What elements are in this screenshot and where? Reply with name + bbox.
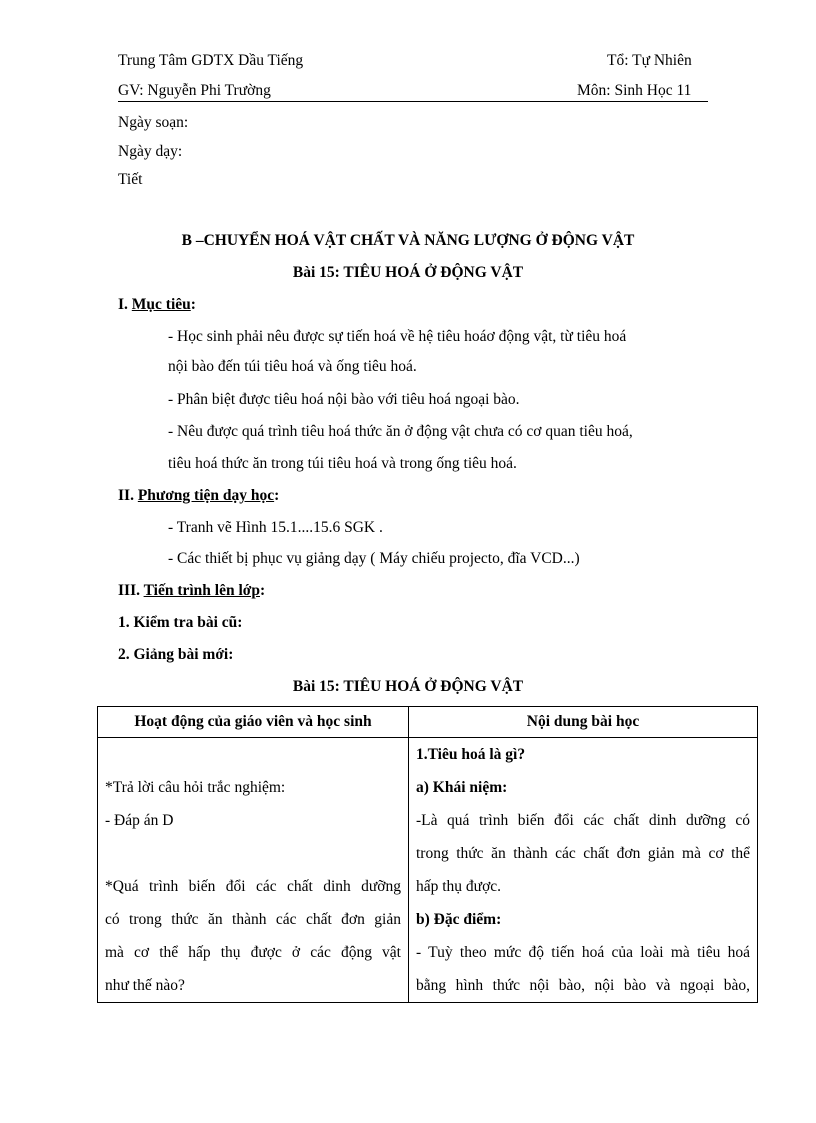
cell-line: - Tuỳ theo mức độ tiến hoá của loài mà tiêu hoá [416, 944, 750, 961]
teacher-activities-cell [98, 738, 409, 1003]
cell-line: *Trả lời câu hỏi trắc nghiệm: [105, 779, 286, 796]
cell-line: như thế nào? [105, 977, 185, 994]
chapter-title: B –CHUYỂN HOÁ VẬT CHẤT VÀ NĂNG LƯỢNG Ở ĐỘNG VẬT [181, 232, 635, 249]
teacher-name: GV: Nguyễn Phi Trường [118, 82, 271, 99]
table-header-row [98, 707, 758, 738]
school-name: Trung Tâm GDTX Dầu Tiếng [118, 52, 304, 69]
cell-line: 1.Tiêu hoá là gì? [416, 746, 526, 763]
subject-name: Môn: Sinh Học 11 [577, 82, 692, 99]
objectives-colon: : [190, 296, 196, 313]
cell-line: -Là quá trình biến đổi các chất dinh dưỡng có [416, 812, 750, 829]
cell-line [105, 837, 401, 870]
header-rule [118, 101, 708, 102]
cell-line: *Quá trình biến đổi các chất dinh dưỡng [105, 878, 401, 895]
cell-line: bằng hình thức nội bào, nội bào và ngoại bào, [416, 977, 750, 994]
cell-line: có trong thức ăn thành các chất đơn giản [105, 911, 401, 928]
period-label: Tiết [118, 171, 143, 188]
objectives-heading [118, 296, 196, 314]
process-step-review: 1. Kiểm tra bài cũ: [118, 614, 243, 631]
objective-item: - Phân biệt được tiêu hoá nội bào với tiêu hoá ngoại bào. [168, 391, 520, 408]
objective-item: - Nêu được quá trình tiêu hoá thức ăn ở động vật chưa có cơ quan tiêu hoá, [168, 423, 633, 440]
lesson-table [97, 706, 758, 1003]
materials-title: Phương tiện dạy học [137, 487, 275, 504]
objective-item: tiêu hoá thức ăn trong túi tiêu hoá và trong ống tiêu hoá. [168, 455, 517, 472]
materials-heading [118, 487, 279, 505]
process-num: III. [118, 582, 140, 599]
lesson-title: Bài 15: TIÊU HOÁ Ở ĐỘNG VẬT [292, 264, 524, 281]
process-step-new: 2. Giảng bài mới: [118, 646, 234, 663]
teach-date-label: Ngày dạy: [118, 143, 183, 160]
cell-line: a) Khái niệm: [416, 779, 508, 796]
cell-line: trong thức ăn thành các chất đơn giản mà cơ thể [416, 845, 750, 862]
materials-num: II. [118, 487, 134, 504]
group-name: Tổ: Tự Nhiên [607, 52, 692, 69]
material-item: - Các thiết bị phục vụ giảng dạy ( Máy chiếu projecto, đĩa VCD...) [168, 550, 580, 567]
lesson-content-cell [409, 738, 758, 1003]
process-heading [118, 582, 265, 600]
objectives-title: Mục tiêu [131, 296, 191, 313]
materials-colon: : [274, 487, 280, 504]
table-row [98, 738, 758, 1003]
process-colon: : [260, 582, 266, 599]
cell-line: - Đáp án D [105, 812, 174, 829]
table-title: Bài 15: TIÊU HOÁ Ở ĐỘNG VẬT [292, 678, 524, 695]
objectives-num: I. [118, 296, 128, 313]
header-lesson-content: Nội dung bài học [409, 707, 758, 738]
cell-line: b) Đặc điểm: [416, 911, 502, 928]
material-item: - Tranh vẽ Hình 15.1....15.6 SGK . [168, 519, 383, 536]
process-title: Tiến trình lên lớp [143, 582, 260, 599]
cell-line: mà cơ thể hấp thụ được ở các động vật [105, 944, 401, 961]
objective-item: - Học sinh phải nêu được sự tiến hoá về hệ tiêu hoáơ động vật, từ tiêu hoá [168, 328, 627, 345]
prep-date-label: Ngày soạn: [118, 114, 189, 131]
objective-item: nội bào đến túi tiêu hoá và ống tiêu hoá. [168, 358, 417, 375]
cell-line: hấp thụ được. [416, 878, 502, 895]
cell-line [105, 738, 401, 771]
header-teacher-activities: Hoạt động của giáo viên và học sinh [98, 707, 409, 738]
